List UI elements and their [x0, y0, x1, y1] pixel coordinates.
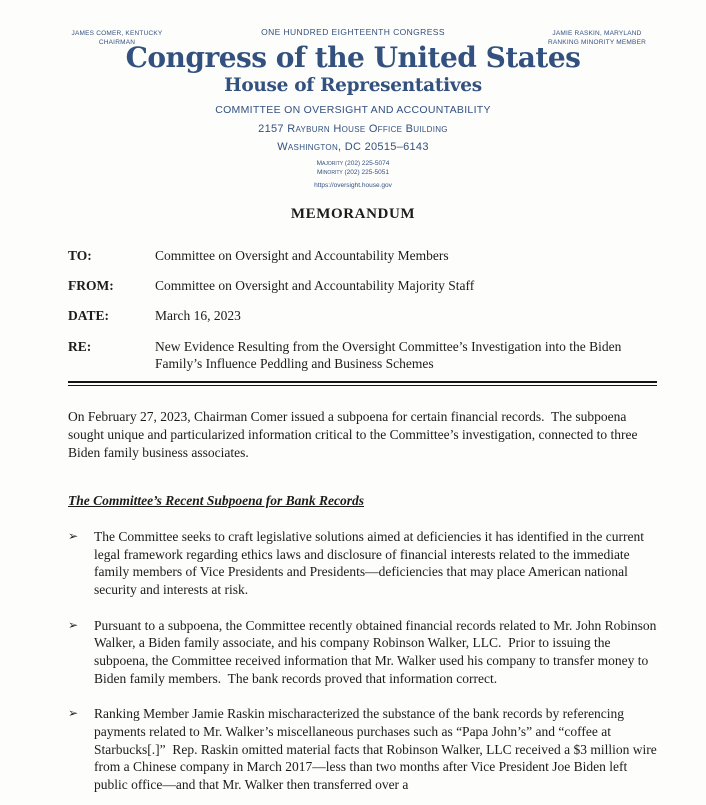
congress-session-line: ONE HUNDRED EIGHTEENTH CONGRESS: [261, 27, 445, 37]
bullet-item: [68, 705, 661, 793]
committee-name: COMMITTEE ON OVERSIGHT AND ACCOUNTABILITY: [215, 104, 491, 116]
committee-address: 2157 Rayburn House Office Building: [258, 123, 448, 135]
letterhead: [0, 0, 706, 189]
bullet-item: [68, 617, 660, 688]
bullet-text: Ranking Member Jamie Raskin mischaracterized the substance of the bank records by referencing payments related to Mr. Walker’s miscellaneous purchases such as “Papa John’s” and “coffee at Starbucks[.]” Rep. Raskin omitted material facts that Robinson Walker, LLC received a $3 million wire from a Chinese company in March 2017—less than two months after Vice President Joe Biden left public office—and that Mr. Walker then transferred over a: [94, 706, 661, 792]
intro-paragraph: On February 27, 2023, Chairman Comer issued a subpoena for certain financial records. The subpoena sought unique and particularized information critical to the Committee’s investigation, connected to three Biden family business associates.: [68, 409, 641, 460]
arrow-bullet-icon: ➢: [68, 706, 79, 721]
memo-field-value-to: Committee on Oversight and Accountability Members: [155, 247, 449, 263]
memo-title: MEMORANDUM: [290, 205, 416, 222]
arrow-bullet-icon: ➢: [68, 528, 79, 543]
memo-field-label-to: TO:: [68, 247, 92, 263]
ranking-member-block: [522, 29, 672, 48]
phone-block: [0, 159, 706, 178]
chairman-title: CHAIRMAN: [98, 39, 136, 47]
bullet-text: Pursuant to a subpoena, the Committee recently obtained financial records related to Mr. John Robinson Walker, a Biden family associate, and his company Robinson Walker, LLC. Prior to issuing the subpoena, the Committee received information that Mr. Walker used his company to transfer money to Biden family members. The bank records proved that information correct.: [94, 617, 660, 686]
header-divider-rule: [68, 381, 657, 386]
committee-website: https://oversight.house.gov: [314, 181, 392, 189]
house-subtitle: House of Representatives: [224, 75, 482, 96]
memo-body: [68, 408, 661, 793]
memo-field-label-re: RE:: [68, 338, 92, 354]
memo-header-fields: [68, 247, 657, 372]
ranking-member-name: JAMIE RASKIN, MARYLAND: [552, 30, 642, 37]
arrow-bullet-icon: ➢: [68, 617, 79, 632]
memo-field-value-date: March 16, 2023: [155, 308, 241, 324]
chairman-block: [52, 29, 182, 48]
committee-city: Washington, DC 20515–6143: [277, 141, 429, 153]
chairman-name: JAMES COMER, KENTUCKY: [71, 30, 163, 37]
memo-field-label-date: DATE:: [68, 308, 110, 324]
bullet-text: The Committee seeks to craft legislative solutions aimed at deficiencies it has identified in the current legal framework regarding ethics laws and disclosure of financial interests related to the immediate family members of Vice Presidents and Presidents—deficiencies that may place American national security and interests at risk.: [94, 528, 648, 597]
majority-phone: Majority (202) 225-5074: [316, 160, 390, 167]
bullet-item: [68, 528, 657, 599]
ranking-member-title: RANKING MINORITY MEMBER: [547, 39, 646, 47]
congress-title: Congress of the United States: [125, 41, 581, 74]
minority-phone: Minority (202) 225-5051: [317, 169, 389, 177]
memo-field-value-re: New Evidence Resulting from the Oversight Committee’s Investigation into the Biden Family’s Influence Peddling and Business Schemes: [155, 338, 625, 371]
memo-field-label-from: FROM:: [68, 278, 114, 294]
memo-field-value-from: Committee on Oversight and Accountability Majority Staff: [155, 278, 475, 294]
section-heading: The Committee’s Recent Subpoena for Bank Records: [68, 493, 364, 509]
